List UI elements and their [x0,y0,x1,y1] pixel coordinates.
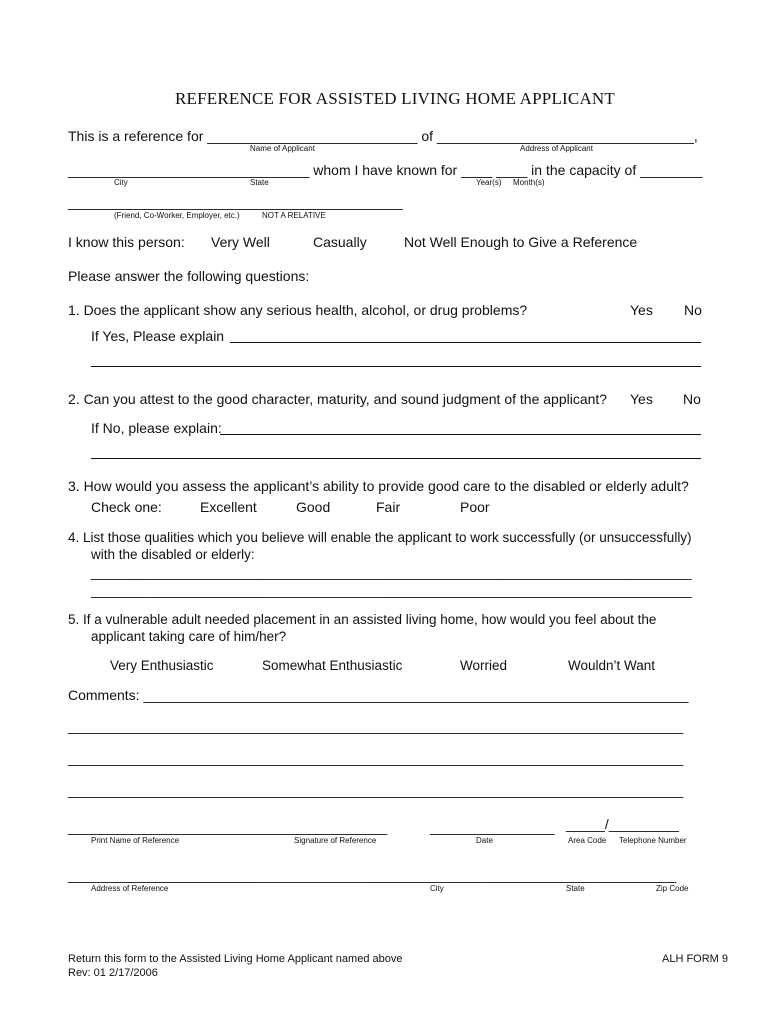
phone-line[interactable]: _____/_________ [566,816,679,832]
know-person-label: I know this person: [68,234,185,250]
comments-label[interactable]: Comments: ______________________________________________________________________ [68,687,689,703]
address-city-label: City [430,884,444,893]
option-not-well-enough[interactable]: Not Well Enough to Give a Reference [404,234,638,250]
question-2: 2. Can you attest to the good character, maturity, and sound judgment of the applicant? [68,391,608,407]
name-of-applicant-label: Name of Applicant [250,144,315,153]
question-4-line-1: 4. List those qualities which you believe will enable the applicant to work successfully (or unsuccessfully) [68,530,692,545]
zip-code-label: Zip Code [656,884,689,893]
q4-answer-line-2[interactable]: ________________________________________________________________________________ [91,583,692,598]
q2-yes-option[interactable]: Yes [630,391,653,407]
footer-return-note: Return this form to the Assisted Living Home Applicant named above [68,953,403,965]
question-4-line-2: with the disabled or elderly: [91,547,255,562]
q1-explain-line-2[interactable] [91,366,701,367]
q5-option-somewhat-enthusiastic[interactable]: Somewhat Enthusiastic [262,658,403,673]
q5-option-worried[interactable]: Worried [460,658,508,673]
q2-explain-line-1[interactable] [220,434,701,435]
comment-line-3[interactable]: _______________________________________________________________________________ [68,782,684,798]
address-of-applicant-label: Address of Applicant [520,144,593,153]
comment-line-1[interactable]: _______________________________________________________________________________ [68,718,684,734]
date-label: Date [476,836,493,845]
q4-answer-line-1[interactable]: ________________________________________________________________________________ [91,565,692,580]
q1-explain-label: If Yes, Please explain [91,328,225,344]
question-3: 3. How would you assess the applicant’s ability to provide good care to the disabled or elderly adult? [68,478,689,494]
known-for-line: _______________________________ whom I have known for ____ ____ in the capacity of ________ [68,162,703,178]
q2-explain-line-2[interactable] [91,458,701,459]
question-5-line-1: 5. If a vulnerable adult needed placement in an assisted living home, how would you feel about the [68,612,657,627]
q3-option-excellent[interactable]: Excellent [200,499,257,515]
q3-check-one-label: Check one: [91,499,162,515]
q2-no-option[interactable]: No [683,391,701,407]
telephone-label: Telephone Number [619,836,687,845]
date-line[interactable]: ________________ [430,819,555,835]
reference-for-line: This is a reference for ___________________________ of _________________________________, [68,128,698,144]
option-very-well[interactable]: Very Well [211,234,270,250]
option-casually[interactable]: Casually [313,234,367,250]
state-label: State [250,178,269,187]
print-signature-line[interactable]: _________________________________________ [68,819,388,835]
question-1: 1. Does the applicant show any serious health, alcohol, or drug problems? [68,302,528,318]
q3-option-good[interactable]: Good [296,499,331,515]
city-label: City [114,178,128,187]
years-label: Year(s) [476,178,502,187]
form-id: ALH FORM 9 [662,953,729,965]
area-code-label: Area Code [568,836,607,845]
please-answer-label: Please answer the following questions: [68,268,310,284]
capacity-hint: (Friend, Co-Worker, Employer, etc.) [114,211,240,220]
print-name-label: Print Name of Reference [91,836,180,845]
q3-option-poor[interactable]: Poor [460,499,490,515]
capacity-line: ___________________________________________ [68,194,403,210]
q1-no-option[interactable]: No [684,302,702,318]
question-5-line-2: applicant taking care of him/her? [91,629,287,644]
q5-option-very-enthusiastic[interactable]: Very Enthusiastic [110,658,214,673]
q5-option-wouldnt-want[interactable]: Wouldn’t Want [568,658,656,673]
form-title: REFERENCE FOR ASSISTED LIVING HOME APPLICANT [175,89,615,108]
address-of-reference-label: Address of Reference [91,884,169,893]
q1-explain-line-1[interactable] [230,342,701,343]
comment-line-2[interactable]: _______________________________________________________________________________ [68,750,684,766]
months-label: Month(s) [513,178,545,187]
q3-option-fair[interactable]: Fair [376,499,401,515]
address-line[interactable]: _________________________________________________________________________________ [68,868,677,883]
not-relative-label: NOT A RELATIVE [262,211,326,220]
footer-revision: Rev: 01 2/17/2006 [68,967,158,979]
q2-explain-label: If No, please explain: [91,420,222,436]
q1-yes-option[interactable]: Yes [630,302,653,318]
signature-label: Signature of Reference [294,836,377,845]
address-state-label: State [566,884,585,893]
